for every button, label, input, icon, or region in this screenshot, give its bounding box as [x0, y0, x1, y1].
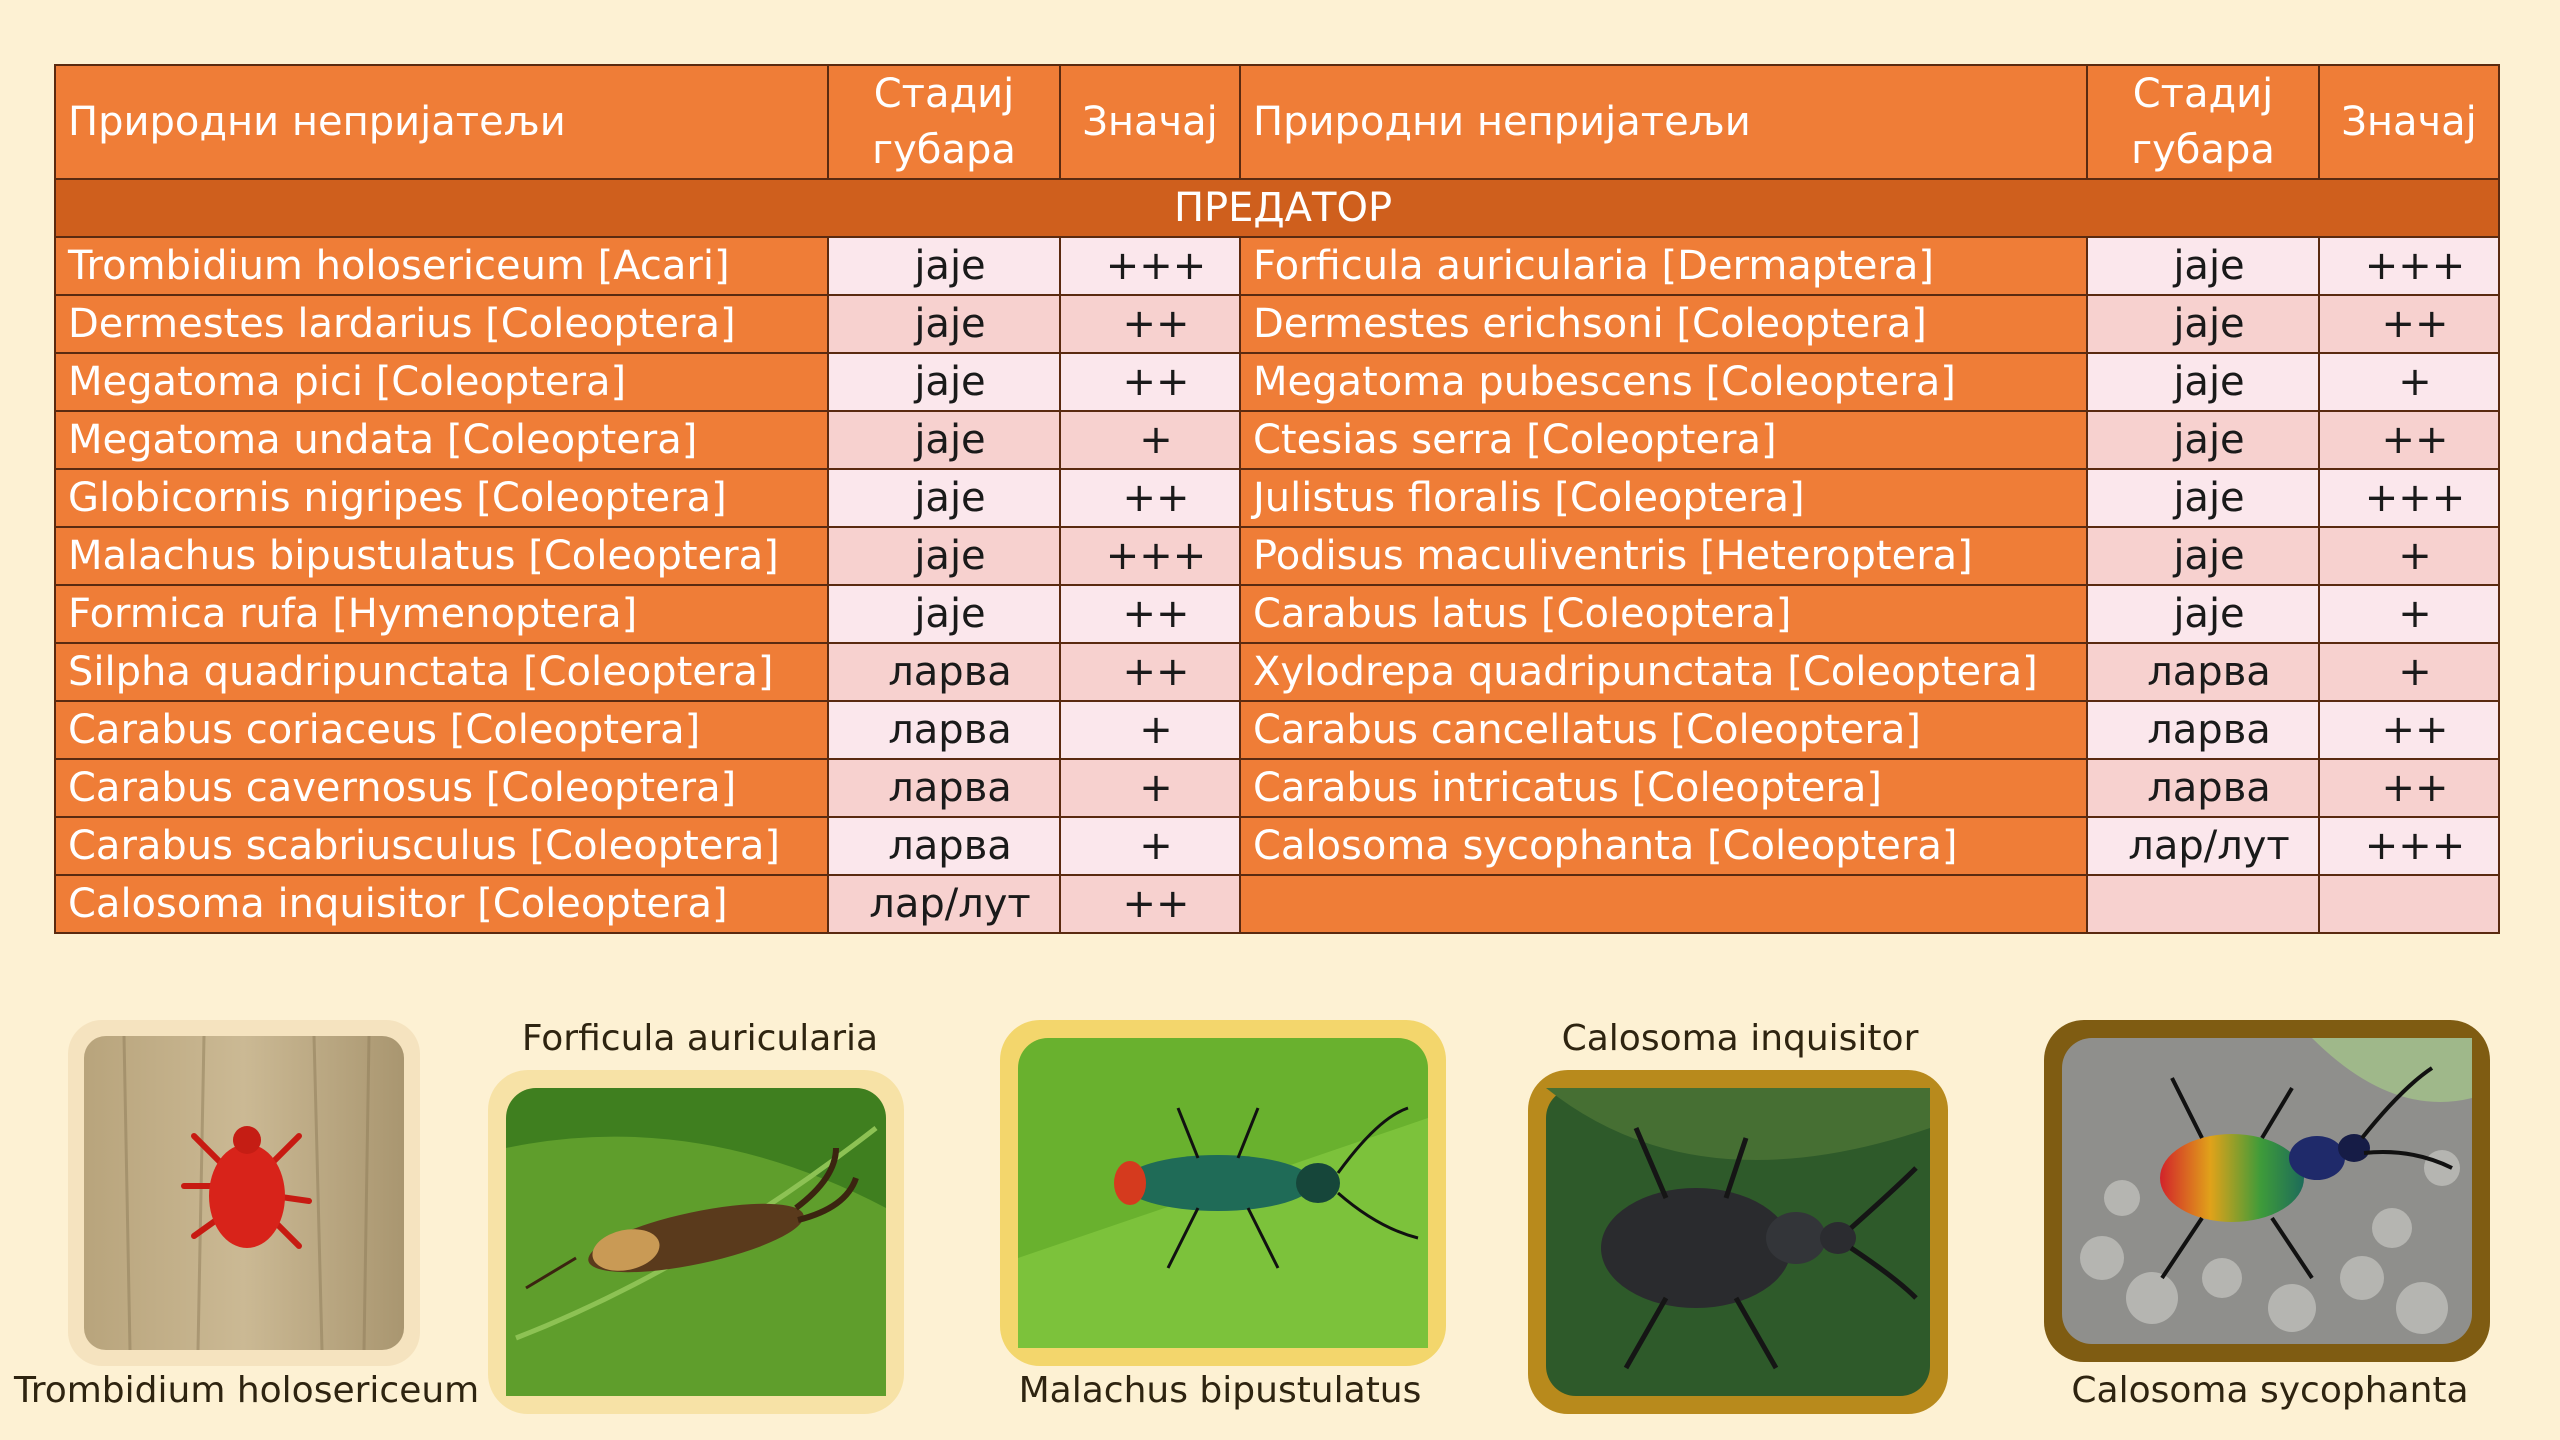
section-label-predator: ПРЕДАТОР	[55, 179, 2499, 237]
stage-left: jaje	[828, 237, 1060, 295]
table-row	[55, 295, 2499, 353]
stage-right: jaje	[2087, 237, 2319, 295]
significance-left: +++	[1060, 237, 1240, 295]
stage-left: ларва	[828, 701, 1060, 759]
enemy-name-left: Dermestes lardarius [Coleoptera]	[55, 295, 828, 353]
stage-left: ларва	[828, 643, 1060, 701]
mite-image	[84, 1036, 404, 1350]
enemy-name-right: Carabus cancellatus [Coleoptera]	[1240, 701, 2087, 759]
enemy-name-left: Carabus coriaceus [Coleoptera]	[55, 701, 828, 759]
enemy-name-left: Megatoma pici [Coleoptera]	[55, 353, 828, 411]
enemy-name-left: Carabus cavernosus [Coleoptera]	[55, 759, 828, 817]
significance-left: ++	[1060, 295, 1240, 353]
enemy-name-right: Xylodrepa quadripunctata [Coleoptera]	[1240, 643, 2087, 701]
stage-left: jaje	[828, 527, 1060, 585]
table-row	[55, 817, 2499, 875]
stage-right: ларва	[2087, 643, 2319, 701]
header-natural-enemies-right: Природни непријатељи	[1240, 65, 2087, 179]
stage-left: ларва	[828, 817, 1060, 875]
significance-right: ++	[2319, 759, 2499, 817]
photo-malachus	[1000, 1020, 1446, 1366]
stage-left: jaje	[828, 469, 1060, 527]
stage-left: jaje	[828, 411, 1060, 469]
table-row	[55, 759, 2499, 817]
caption-forficula: Forficula auricularia	[521, 1018, 879, 1059]
enemy-name-left: Malachus bipustulatus [Coleoptera]	[55, 527, 828, 585]
earwig-image	[506, 1088, 886, 1396]
significance-right: ++	[2319, 701, 2499, 759]
enemy-name-right: Carabus intricatus [Coleoptera]	[1240, 759, 2087, 817]
photo-calosoma-inquisitor	[1528, 1070, 1948, 1414]
significance-right: +	[2319, 643, 2499, 701]
table-row	[55, 411, 2499, 469]
stage-right: ларва	[2087, 759, 2319, 817]
table-row	[55, 353, 2499, 411]
enemy-name-right: Carabus latus [Coleoptera]	[1240, 585, 2087, 643]
significance-right: +	[2319, 585, 2499, 643]
header-stage-left: Стадиј губара	[828, 65, 1060, 179]
header-stage-right: Стадиј губара	[2087, 65, 2319, 179]
enemy-name-left: Silpha quadripunctata [Coleoptera]	[55, 643, 828, 701]
stage-right: jaje	[2087, 469, 2319, 527]
stage-right: лар/лут	[2087, 817, 2319, 875]
significance-left: ++	[1060, 585, 1240, 643]
significance-left: +	[1060, 701, 1240, 759]
table-row	[55, 469, 2499, 527]
stage-left: jaje	[828, 295, 1060, 353]
stage-right: jaje	[2087, 295, 2319, 353]
significance-left: ++	[1060, 353, 1240, 411]
inquisitor-image	[1546, 1088, 1930, 1396]
significance-left: +++	[1060, 527, 1240, 585]
stage-right: jaje	[2087, 411, 2319, 469]
enemy-name-right: Forficula auricularia [Dermaptera]	[1240, 237, 2087, 295]
stage-right	[2087, 875, 2319, 933]
enemy-name-right: Podisus maculiventris [Heteroptera]	[1240, 527, 2087, 585]
section-row	[55, 179, 2499, 237]
stage-left: jaje	[828, 353, 1060, 411]
table-row	[55, 643, 2499, 701]
significance-left: ++	[1060, 643, 1240, 701]
photo-forficula	[488, 1070, 904, 1414]
table-row	[55, 875, 2499, 933]
enemy-name-left: Trombidium holosericeum [Acari]	[55, 237, 828, 295]
enemy-name-right: Ctesias serra [Coleoptera]	[1240, 411, 2087, 469]
stage-left: ларва	[828, 759, 1060, 817]
significance-left: ++	[1060, 875, 1240, 933]
photo-trombidium	[68, 1020, 420, 1366]
significance-left: +	[1060, 759, 1240, 817]
enemy-name-right	[1240, 875, 2087, 933]
stage-right: jaje	[2087, 527, 2319, 585]
enemy-name-left: Carabus scabriusculus [Coleoptera]	[55, 817, 828, 875]
significance-left: +	[1060, 411, 1240, 469]
predators-table	[54, 64, 2500, 934]
table-row	[55, 527, 2499, 585]
sycophanta-image	[2062, 1038, 2472, 1344]
stage-right: jaje	[2087, 353, 2319, 411]
table-row	[55, 237, 2499, 295]
significance-right: ++	[2319, 411, 2499, 469]
enemy-name-right: Megatoma pubescens [Coleoptera]	[1240, 353, 2087, 411]
header-significance-left: Значај	[1060, 65, 1240, 179]
caption-malachus: Malachus bipustulatus	[1018, 1370, 1422, 1411]
stage-left: jaje	[828, 585, 1060, 643]
header-significance-right: Значај	[2319, 65, 2499, 179]
caption-trombidium: Trombidium holosericeum	[14, 1370, 480, 1411]
stage-right: ларва	[2087, 701, 2319, 759]
stage-left: лар/лут	[828, 875, 1060, 933]
significance-right: +	[2319, 353, 2499, 411]
significance-right: +++	[2319, 237, 2499, 295]
header-natural-enemies-left: Природни непријатељи	[55, 65, 828, 179]
significance-right: +++	[2319, 469, 2499, 527]
enemy-name-left: Globicornis nigripes [Coleoptera]	[55, 469, 828, 527]
enemy-name-left: Formica rufa [Hymenoptera]	[55, 585, 828, 643]
enemy-name-left: Megatoma undata [Coleoptera]	[55, 411, 828, 469]
enemy-name-right: Julistus floralis [Coleoptera]	[1240, 469, 2087, 527]
table-row	[55, 701, 2499, 759]
significance-right: ++	[2319, 295, 2499, 353]
significance-left: +	[1060, 817, 1240, 875]
enemy-name-right: Dermestes erichsoni [Coleoptera]	[1240, 295, 2087, 353]
caption-calosoma-inquisitor: Calosoma inquisitor	[1561, 1018, 1919, 1059]
table-row	[55, 585, 2499, 643]
significance-right: +	[2319, 527, 2499, 585]
significance-left: ++	[1060, 469, 1240, 527]
stage-right: jaje	[2087, 585, 2319, 643]
significance-right: +++	[2319, 817, 2499, 875]
significance-right	[2319, 875, 2499, 933]
enemy-name-left: Calosoma inquisitor [Coleoptera]	[55, 875, 828, 933]
enemy-name-right: Calosoma sycophanta [Coleoptera]	[1240, 817, 2087, 875]
photo-calosoma-sycophanta	[2044, 1020, 2490, 1362]
caption-calosoma-sycophanta: Calosoma sycophanta	[2071, 1370, 2469, 1411]
table-header-row	[55, 65, 2499, 179]
malachus-image	[1018, 1038, 1428, 1348]
